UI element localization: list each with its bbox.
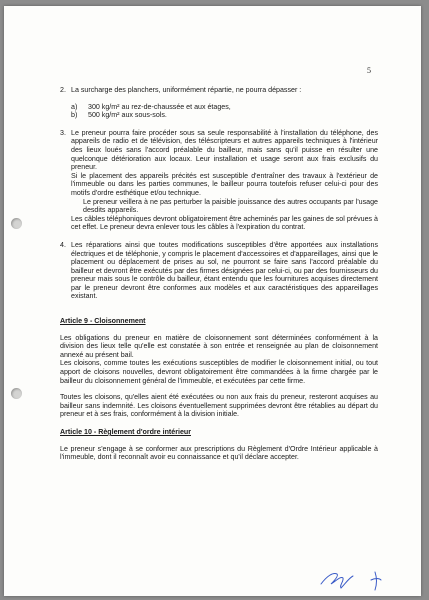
punch-hole — [11, 218, 22, 229]
paragraph: Le preneur veillera à ne pas perturber la paisible jouissance des autres occupants par l'usage desdits appareils. — [83, 197, 378, 215]
paragraph: Les réparations ainsi que toutes modifications susceptibles d'être apportées aux installations électriques et de téléphonie, y compris le placement d'accessoires et d'appareillages, ainsi que le placement ou déplacement de prises au sol, ne pourront se faire sans l'accord préalable du bailleur et devront être exécutés par des firmes désignées par celui-ci, ou par des fournisseurs du preneur mais sous le contrôle du bailleur, étant entendu que les fournitures acquises directement par le preneur devront être conformes aux modèles et aux caractéristiques des appareillages existant. — [71, 240, 378, 301]
article-10-heading: Article 10 - Règlement d'ordre intérieur — [60, 428, 191, 436]
document-page — [4, 6, 421, 596]
paragraph: Les obligations du preneur en matière de cloisonnement sont déterminées conformément à la division des lieux telle qu'elle est constatée à son entrée et renseignée au plan de cloisonnement annexé au présent bail. — [60, 333, 378, 359]
punch-hole — [11, 388, 22, 399]
paragraph: Les câbles téléphoniques devront obligatoirement être acheminés par les gaines de sol prévues à cet effet. Le preneur devra enlever tous les câbles à l'expiration du contrat. — [71, 214, 378, 232]
signature-initials — [317, 558, 397, 592]
paragraph: Toutes les cloisons, qu'elles aient été exécutées ou non aux frais du preneur, resteront acquises au bailleur sans indemnité. Les cloisons éventuellement supprimées devront être rétablies au départ du preneur et à ses frais, conformément à la division initiale. — [60, 393, 378, 419]
item-text: La surcharge des planchers, uniformément répartie, ne pourra dépasser : — [71, 86, 302, 94]
list-item-4 — [60, 241, 378, 301]
item-number: 4. — [60, 240, 66, 249]
article-9-heading: Article 9 - Cloisonnement — [60, 317, 146, 326]
page-number: 5 — [367, 66, 371, 75]
list-item-3 — [60, 129, 378, 232]
list-item-2 — [60, 86, 378, 95]
sub-item-a: a) 300 kg/m² au rez-de-chaussée et aux étages, — [71, 102, 231, 111]
paragraph: Les cloisons, comme toutes les exécutions susceptibles de modifier le cloisonnement initial, ou tout apport de cloisons nouvelles, devront obligatoirement être commandées à la firme chargée par le bailleur du cloisonnement général de l'immeuble, et exécutées par cette firme. — [60, 359, 378, 385]
sub-item-b: b) 500 kg/m² aux sous-sols. — [71, 111, 167, 120]
paragraph: Le preneur s'engage à se conformer aux prescriptions du Règlement d'Ordre Intérieur applicable à l'immeuble, dont il reconnaît avoir eu connaissance et qu'il déclare accepter. — [60, 444, 378, 462]
paragraph: Le preneur pourra faire procéder sous sa seule responsabilité à l'installation du téléphone, des appareils de radio et de télévision, des téléscripteurs et autres appareils techniques à l'intérieur des lieux loués sans l'accord préalable du bailleur, mais sans qu'il puisse en résulter une quelconque détérioration aux locaux. Leur installation et usage seront aux frais exclusifs du preneur. — [71, 128, 378, 172]
item-number: 2. — [60, 86, 66, 94]
item-number: 3. — [60, 128, 66, 137]
document-body — [60, 86, 378, 462]
paragraph: Si le placement des appareils précités est susceptible d'entraîner des travaux à l'extérieur de l'immeuble ou dans les parties communes, le bailleur pourra toutefois refuser celui-ci pour des motifs d'ordre esthétique et/ou technique. — [71, 171, 378, 197]
